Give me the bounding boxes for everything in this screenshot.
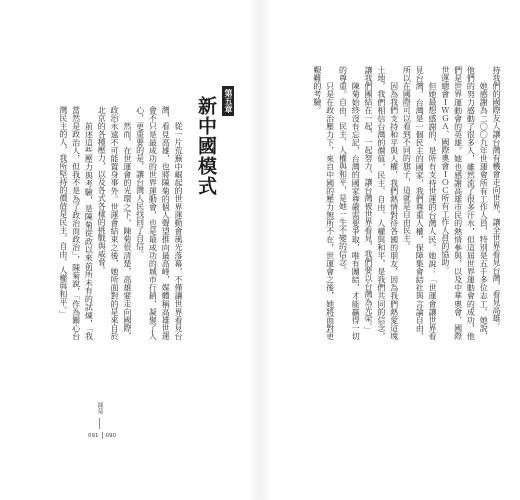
left-page-text (34, 106, 184, 340)
chapter-label: 第五章 (222, 86, 234, 116)
page-number-left: 091 (88, 432, 99, 439)
right-page-text (282, 66, 502, 340)
paragraph: 然而，在世運會的光環之下，陳菊很清楚，高雄要走向國際，政治永遠不可能置身事外。世運會結束之後，她所面對的是來自於北京的各種壓力，以及各式各樣的挑戰與威脅。 (97, 106, 132, 340)
page-fold (246, 0, 274, 500)
paragraph: 但她最想感謝的，是所有支持世運的台灣人民。她說：「世運會讓世界看見台灣，台灣是一個民主的國家，我們尊重人權，保障集會結社與言論自由，所以在國際可以看到不同的旗子，這就是自由民主。 (402, 66, 438, 340)
page-number-separator (102, 432, 103, 439)
page-number-right: 090 (105, 432, 116, 439)
paragraph: 陳菊始終沒有忘記，台灣的國家尊嚴需要爭取，唯有團結，才能贏得一切的尊重。自由、民主、人權與和平，是她一生不變的信念。 (338, 66, 361, 340)
right-page (260, 0, 520, 500)
paragraph: 前述這些壓力與考驗，是陳菊從政以來前所未有的試煉，「我當然是政治人，但我不是為了政治而政治」，陳菊說，「作為關心台灣民主的人，我所堅持的價值是民主、自由、人權與和平。」 (58, 106, 94, 340)
running-head: 陳菊 (96, 402, 103, 414)
paragraph: 她感謝為二〇〇九年世運會所有工作人員，特別是五千多位志工。她說，他們的努力感動了很多人，雖然流了很多汗水，但這屆世界運動會的成功，他們是世界運動會的英雄。她也感謝高雄市民的熱情參與，以及中華奧會、國際世運總會ＩＷＧＡ、國際奧會ＩＯＣ所有工作人員的協助。 (440, 66, 489, 340)
footer-rule (99, 418, 100, 429)
paragraph: 持我們的國際友人讓台灣有機會走向世界，讓全世界看見台灣，看見高雄。 (492, 66, 501, 330)
page-numbers (88, 432, 116, 439)
chapter-title: 新中國模式 (195, 96, 217, 196)
paragraph: 因為我們支持和平與人權，我們熱情對待各國的朋友，因為我們熱愛這塊土地，我們相信台灣的價值，民主、自由、人權與和平，是我們共同的信念，讓我們團結在一起，一起努力，讓台灣被世界看見，我們要以台灣為光榮。」 (364, 66, 399, 340)
paragraph: 只是在政治壓力下，來自中國的壓力無所不在，世運會之後，她將面對更艱難的考驗。 (312, 66, 335, 340)
paragraph: 從一片荒蕪中崛起的世界運動會風光落幕，不僅讓世界看見台灣，看見高雄，也將陳菊的個人聲望推向最高峰，媒體稱高雄世運會不只是最成功的世界運動會，也是最成功的城市行銷，凝聚了人心，更重要的是，讓台灣人民找回了自信。 (135, 106, 183, 340)
